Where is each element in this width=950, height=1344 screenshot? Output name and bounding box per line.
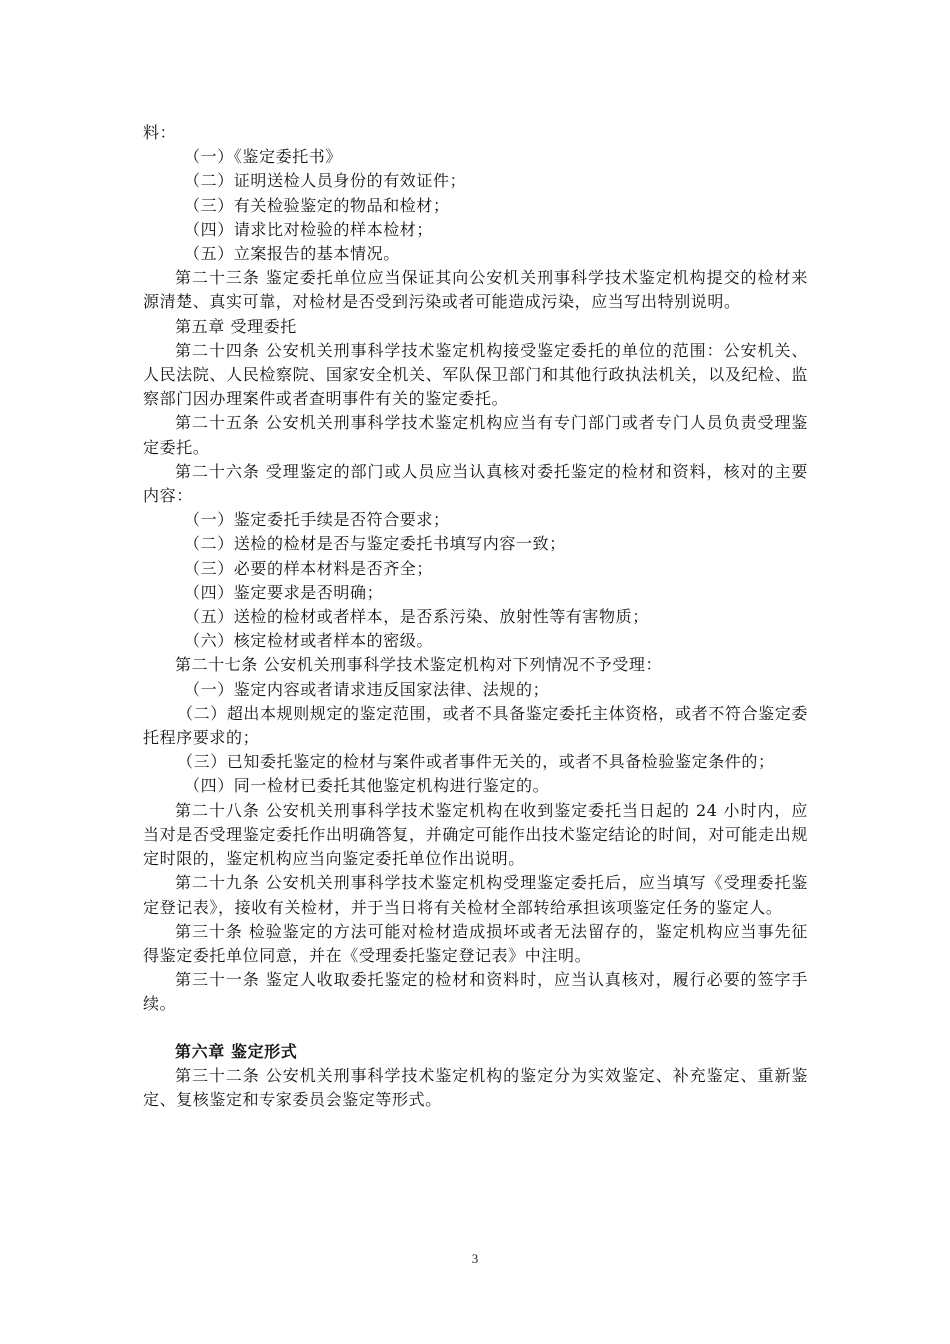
article-28: 第二十八条 公安机关刑事科学技术鉴定机构在收到鉴定委托当日起的 24 小时内，应当对是否受理鉴定委托作出明确答复，并确定可能作出技术鉴定结论的时间，对可能走出规定时限的，鉴定机构应当向鉴定委托单位作出说明。 [143,800,808,869]
list-item: （二）超出本规则规定的鉴定范围，或者不具备鉴定委托主体资格，或者不符合鉴定委托程序要求的； [143,703,808,748]
list-item: （三）有关检验鉴定的物品和检材； [184,195,450,215]
article-32: 第三十二条 公安机关刑事科学技术鉴定机构的鉴定分为实效鉴定、补充鉴定、重新鉴定、复核鉴定和专家委员会鉴定等形式。 [143,1065,808,1109]
article-31: 第三十一条 鉴定人收取委托鉴定的检材和资料时，应当认真核对，履行必要的签字手续。 [143,970,808,1014]
chapter-5-heading: 第五章 受理委托 [175,316,297,336]
list-item: （三）已知委托鉴定的检材与案件或者事件无关的，或者不具备检验鉴定条件的； [177,752,775,772]
list-item: （三）必要的样本材料是否齐全； [184,558,434,578]
list-item: （四）同一检材已委托其他鉴定机构进行鉴定的。 [184,776,550,796]
document-body [143,121,808,1112]
list-item: （一）《鉴定委托书》 [184,147,343,167]
article-29: 第二十九条 公安机关刑事科学技术鉴定机构受理鉴定委托后，应当填写《受理委托鉴定登记表》，接收有关检材，并于当日将有关检材全部转给承担该项鉴定任务的鉴定人。 [143,873,808,917]
list-item: （一）鉴定委托手续是否符合要求； [184,510,450,530]
list-item: （四）请求比对检验的样本检材； [184,219,434,239]
article-24: 第二十四条 公安机关刑事科学技术鉴定机构接受鉴定委托的单位的范围：公安机关、人民法院、人民检察院、国家安全机关、军队保卫部门和其他行政执法机关，以及纪检、监察部门因办理案件或者查明事件有关的鉴定委托。 [143,340,808,409]
list-item: （二）送检的检材是否与鉴定委托书填写内容一致； [184,534,566,554]
article-27: 第二十七条 公安机关刑事科学技术鉴定机构对下列情况不予受理： [175,655,663,675]
list-item: （五）送检的检材或者样本，是否系污染、放射性等有害物质； [184,607,649,627]
article-23: 第二十三条 鉴定委托单位应当保证其向公安机关刑事科学技术鉴定机构提交的检材来源清楚、真实可靠，对检材是否受到污染或者可能造成污染，应当写出特别说明。 [143,268,808,312]
chapter-6-heading: 第六章 鉴定形式 [175,1041,298,1061]
list-item: （六）核定检材或者样本的密级。 [184,631,434,651]
list-item: （二）证明送检人员身份的有效证件； [184,171,467,191]
paragraph-continuation: 料： [143,123,177,142]
list-item: （四）鉴定要求是否明确； [184,582,384,602]
article-26: 第二十六条 受理鉴定的部门或人员应当认真核对委托鉴定的检材和资料，核对的主要内容： [143,461,808,506]
page-number: 3 [471,1251,479,1266]
list-item: （一）鉴定内容或者请求违反国家法律、法规的； [184,679,550,699]
article-30: 第三十条 检验鉴定的方法可能对检材造成损坏或者无法留存的，鉴定机构应当事先征得鉴定委托单位同意，并在《受理委托鉴定登记表》中注明。 [143,921,808,965]
article-25: 第二十五条 公安机关刑事科学技术鉴定机构应当有专门部门或者专门人员负责受理鉴定委托。 [143,413,808,457]
list-item: （五）立案报告的基本情况。 [184,244,400,264]
